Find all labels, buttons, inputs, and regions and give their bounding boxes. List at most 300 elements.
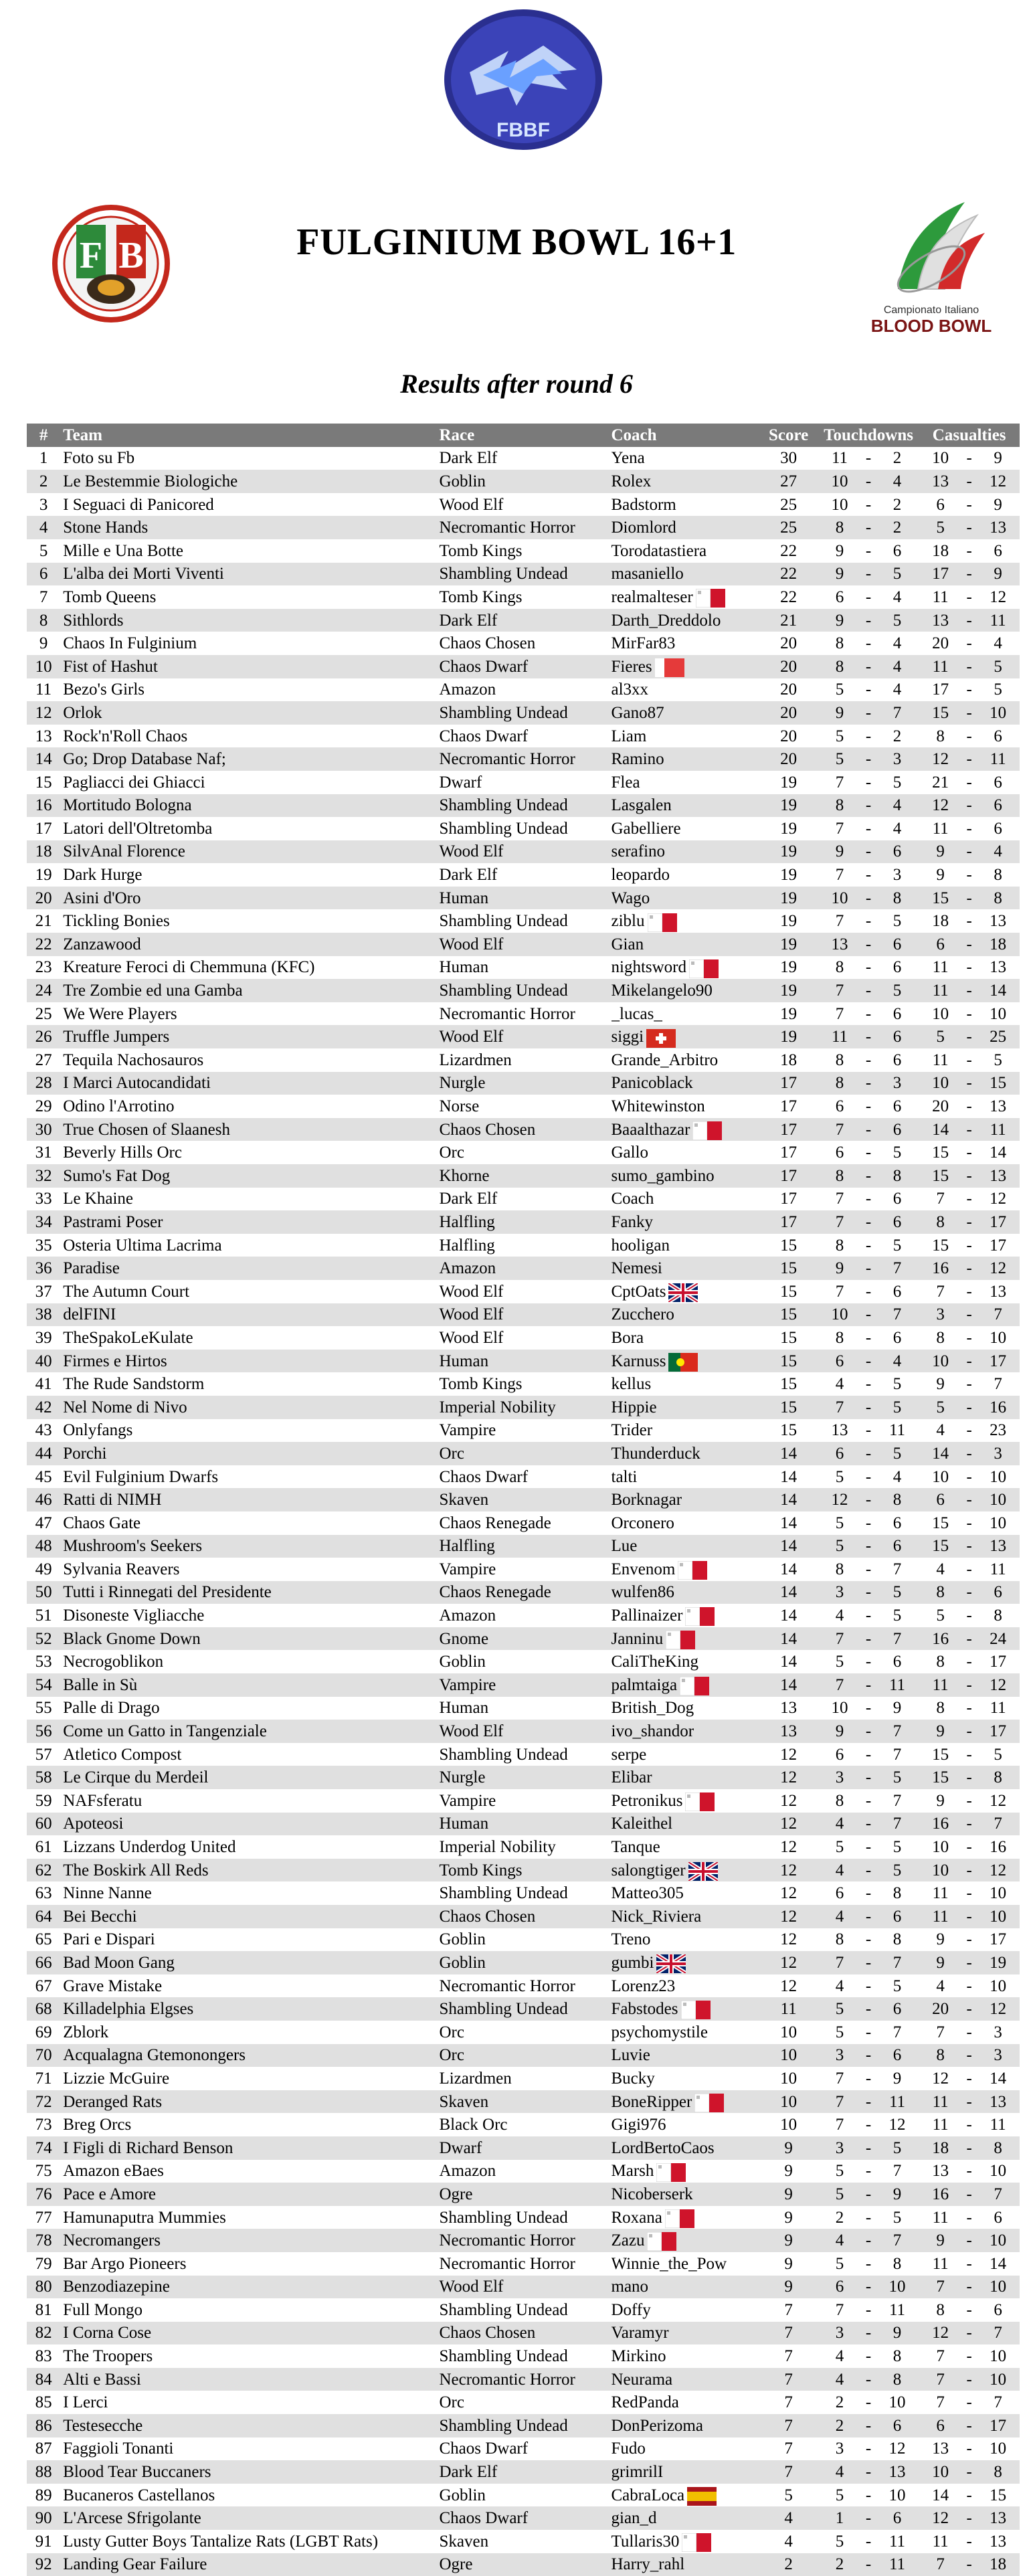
td-separator: - bbox=[865, 1884, 872, 1903]
row-coach-cell bbox=[612, 2391, 759, 2414]
row-race: Dark Elf bbox=[439, 1190, 498, 1208]
cas-against: 8 bbox=[994, 1768, 1002, 1787]
table-row bbox=[27, 539, 1020, 563]
row-team: Lizzans Underdog United bbox=[63, 1838, 236, 1857]
row-casualties bbox=[919, 1535, 1020, 1558]
td-for: 7 bbox=[835, 1120, 844, 1139]
row-team: Beverly Hills Orc bbox=[63, 1143, 182, 1162]
table-row bbox=[27, 1326, 1020, 1350]
row-rank: 26 bbox=[35, 1028, 52, 1046]
row-team: The Autumn Court bbox=[63, 1282, 190, 1301]
td-against: 4 bbox=[893, 680, 902, 699]
row-coach-cell bbox=[612, 1488, 759, 1511]
td-against: 4 bbox=[893, 472, 902, 490]
row-race: Khorne bbox=[439, 1166, 490, 1185]
cas-against: 15 bbox=[990, 2486, 1007, 2504]
table-row bbox=[27, 2437, 1020, 2461]
row-team: Bar Argo Pioneers bbox=[63, 2254, 187, 2273]
cas-for: 11 bbox=[932, 2208, 949, 2227]
cas-for: 8 bbox=[936, 727, 945, 745]
cas-against: 17 bbox=[990, 1236, 1007, 1255]
cas-separator: - bbox=[966, 2046, 972, 2065]
cas-for: 7 bbox=[936, 2278, 945, 2296]
cas-separator: - bbox=[966, 1375, 972, 1394]
row-race: Vampire bbox=[439, 1675, 496, 1694]
row-score: 14 bbox=[780, 1491, 797, 1509]
cas-against: 13 bbox=[990, 1166, 1007, 1185]
row-coach: Bora bbox=[611, 1328, 644, 1347]
td-for: 6 bbox=[835, 1143, 844, 1162]
cas-separator: - bbox=[966, 657, 972, 676]
row-casualties bbox=[919, 585, 1020, 609]
table-row bbox=[27, 2484, 1020, 2507]
row-coach-cell bbox=[612, 563, 759, 586]
row-coach: CaliTheKing bbox=[611, 1653, 699, 1671]
row-coach: Ramino bbox=[611, 750, 664, 769]
row-touchdowns bbox=[818, 1881, 919, 1905]
row-race: Imperial Nobility bbox=[439, 1838, 556, 1857]
td-against: 4 bbox=[893, 634, 902, 653]
cas-against: 12 bbox=[990, 587, 1007, 606]
row-coach-cell bbox=[612, 678, 759, 702]
td-separator: - bbox=[865, 1976, 872, 1995]
row-race: Chaos Dwarf bbox=[439, 727, 529, 745]
results-body bbox=[27, 447, 1020, 2576]
table-row bbox=[27, 2414, 1020, 2437]
row-race: Goblin bbox=[439, 1930, 486, 1949]
table-row bbox=[27, 2136, 1020, 2160]
td-against: 7 bbox=[893, 1629, 902, 1648]
table-row bbox=[27, 1095, 1020, 1118]
cas-against: 12 bbox=[990, 2000, 1007, 2019]
row-race: Orc bbox=[439, 2046, 464, 2065]
row-score: 15 bbox=[780, 1282, 797, 1301]
row-score: 17 bbox=[780, 1166, 797, 1185]
td-for: 13 bbox=[831, 935, 848, 953]
cas-for: 7 bbox=[936, 2023, 945, 2041]
row-race: Goblin bbox=[439, 1653, 486, 1671]
td-separator: - bbox=[865, 912, 872, 931]
cas-for: 14 bbox=[932, 2486, 949, 2504]
cas-against: 17 bbox=[990, 1930, 1007, 1949]
cas-for: 16 bbox=[932, 2185, 949, 2203]
td-separator: - bbox=[865, 1815, 872, 1833]
row-rank: 44 bbox=[35, 1444, 52, 1463]
table-row bbox=[27, 1188, 1020, 1211]
cas-separator: - bbox=[966, 2116, 972, 2134]
cas-against: 3 bbox=[994, 2046, 1002, 2065]
row-coach: Gian bbox=[611, 935, 644, 953]
td-separator: - bbox=[865, 2046, 872, 2065]
row-rank: 49 bbox=[35, 1560, 52, 1578]
cas-against: 10 bbox=[990, 1884, 1007, 1903]
row-rank: 64 bbox=[35, 1907, 52, 1926]
table-row bbox=[27, 2506, 1020, 2530]
td-separator: - bbox=[865, 1467, 872, 1486]
row-coach: Borknagar bbox=[611, 1491, 682, 1509]
table-row bbox=[27, 2021, 1020, 2044]
cas-separator: - bbox=[966, 1352, 972, 1370]
row-team: Odino l'Arrotino bbox=[63, 1097, 175, 1116]
header-rank: # bbox=[39, 426, 48, 444]
row-rank: 50 bbox=[35, 1583, 52, 1602]
row-coach-cell bbox=[612, 1720, 759, 1743]
row-race: Amazon bbox=[439, 1606, 496, 1625]
cas-against: 23 bbox=[990, 1421, 1007, 1440]
td-separator: - bbox=[865, 2509, 872, 2528]
row-coach: Diomlord bbox=[611, 519, 676, 537]
td-separator: - bbox=[865, 1236, 872, 1255]
row-coach-cell bbox=[612, 1326, 759, 1350]
cas-for: 15 bbox=[932, 1236, 949, 1255]
cas-separator: - bbox=[966, 819, 972, 838]
fbbf-logo-text: FBBF bbox=[496, 119, 550, 141]
cas-for: 8 bbox=[936, 2300, 945, 2319]
td-separator: - bbox=[865, 1212, 872, 1231]
row-rank: 63 bbox=[35, 1884, 52, 1903]
row-score: 19 bbox=[780, 796, 797, 815]
row-casualties bbox=[919, 1188, 1020, 1211]
row-casualties bbox=[919, 1581, 1020, 1604]
td-for: 7 bbox=[835, 2092, 844, 2111]
row-touchdowns bbox=[818, 2044, 919, 2067]
cas-for: 13 bbox=[932, 472, 949, 490]
cas-for: 10 bbox=[932, 1074, 949, 1093]
cas-for: 10 bbox=[932, 2463, 949, 2482]
row-score: 15 bbox=[780, 1398, 797, 1416]
row-team: Tomb Queens bbox=[63, 587, 157, 606]
td-separator: - bbox=[865, 2347, 872, 2366]
cas-separator: - bbox=[966, 935, 972, 953]
row-casualties bbox=[919, 1488, 1020, 1511]
cas-for: 11 bbox=[932, 1907, 949, 1926]
row-touchdowns bbox=[818, 447, 919, 470]
row-team: Landing Gear Failure bbox=[63, 2555, 207, 2574]
row-score: 18 bbox=[780, 1050, 797, 1069]
row-touchdowns bbox=[818, 2460, 919, 2484]
table-row bbox=[27, 585, 1020, 609]
table-row bbox=[27, 1396, 1020, 1419]
row-coach: palmtaiga bbox=[611, 1675, 678, 1694]
row-casualties bbox=[919, 1558, 1020, 1581]
cas-against: 12 bbox=[990, 472, 1007, 490]
table-row bbox=[27, 2206, 1020, 2229]
row-score: 7 bbox=[784, 2324, 793, 2342]
row-race: Shambling Undead bbox=[439, 2000, 568, 2019]
td-for: 9 bbox=[835, 541, 844, 560]
cas-for: 9 bbox=[936, 2231, 945, 2250]
row-race: Human bbox=[439, 1352, 489, 1370]
cas-separator: - bbox=[966, 1675, 972, 1694]
row-race: Shambling Undead bbox=[439, 2347, 568, 2366]
row-coach-cell bbox=[612, 1581, 759, 1604]
row-rank: 51 bbox=[35, 1606, 52, 1625]
row-touchdowns bbox=[818, 2368, 919, 2391]
cas-against: 10 bbox=[990, 1467, 1007, 1486]
table-row bbox=[27, 817, 1020, 840]
td-against: 10 bbox=[888, 2393, 906, 2412]
row-coach: Thunderduck bbox=[611, 1444, 700, 1463]
row-touchdowns bbox=[818, 840, 919, 864]
table-row bbox=[27, 2460, 1020, 2484]
row-race: Halfling bbox=[439, 1212, 495, 1231]
row-team: Kreature Feroci di Chemmuna (KFC) bbox=[63, 958, 315, 977]
td-against: 11 bbox=[888, 2532, 906, 2551]
row-coach: Pallinaizer bbox=[611, 1606, 683, 1625]
row-casualties bbox=[919, 1210, 1020, 1234]
malta-flag-icon bbox=[681, 2001, 711, 2019]
row-score: 12 bbox=[780, 1791, 797, 1810]
td-for: 7 bbox=[835, 1190, 844, 1208]
row-rank: 38 bbox=[35, 1305, 52, 1324]
row-race: Nurgle bbox=[439, 1074, 486, 1093]
td-against: 8 bbox=[893, 1166, 902, 1185]
row-casualties bbox=[919, 516, 1020, 539]
row-race: Tomb Kings bbox=[439, 541, 523, 560]
cas-against: 16 bbox=[990, 1838, 1007, 1857]
row-score: 20 bbox=[780, 680, 797, 699]
row-team: Zblork bbox=[63, 2023, 109, 2041]
row-rank: 62 bbox=[35, 1861, 52, 1879]
cas-separator: - bbox=[966, 1259, 972, 1278]
row-race: Necromantic Horror bbox=[439, 750, 575, 769]
td-separator: - bbox=[865, 2532, 872, 2551]
row-team: True Chosen of Slaanesh bbox=[63, 1120, 230, 1139]
row-casualties bbox=[919, 447, 1020, 470]
row-casualties bbox=[919, 1350, 1020, 1373]
row-coach-cell bbox=[612, 493, 759, 517]
row-touchdowns bbox=[818, 956, 919, 980]
cas-for: 9 bbox=[936, 1791, 945, 1810]
row-team: I Seguaci di Panicored bbox=[63, 495, 214, 514]
row-score: 9 bbox=[784, 2278, 793, 2296]
row-coach-cell bbox=[612, 1835, 759, 1859]
row-coach: serafino bbox=[611, 842, 666, 861]
row-score: 12 bbox=[780, 1838, 797, 1857]
row-team: Zanzawood bbox=[63, 935, 141, 953]
cas-for: 5 bbox=[936, 1398, 945, 1416]
table-row bbox=[27, 1025, 1020, 1048]
row-touchdowns bbox=[818, 516, 919, 539]
cas-for: 18 bbox=[932, 912, 949, 931]
row-rank: 31 bbox=[35, 1143, 52, 1162]
row-touchdowns bbox=[818, 585, 919, 609]
cas-for: 8 bbox=[936, 1653, 945, 1671]
row-coach-cell bbox=[612, 1881, 759, 1905]
row-touchdowns bbox=[818, 2530, 919, 2553]
row-touchdowns bbox=[818, 979, 919, 1002]
row-casualties bbox=[919, 2206, 1020, 2229]
td-for: 2 bbox=[835, 2416, 844, 2435]
row-coach: realmalteser bbox=[611, 587, 693, 606]
table-row bbox=[27, 701, 1020, 725]
table-row bbox=[27, 1627, 1020, 1651]
malta-flag-icon bbox=[647, 2232, 676, 2251]
row-coach: grimrilI bbox=[611, 2463, 664, 2482]
row-coach: Rolex bbox=[611, 472, 652, 490]
td-for: 7 bbox=[835, 1675, 844, 1694]
cas-against: 12 bbox=[990, 1861, 1007, 1879]
row-rank: 83 bbox=[35, 2347, 52, 2366]
table-row bbox=[27, 1350, 1020, 1373]
row-coach: Nick_Riviera bbox=[611, 1907, 702, 1926]
td-separator: - bbox=[865, 1791, 872, 1810]
td-against: 5 bbox=[893, 2138, 902, 2157]
cas-for: 11 bbox=[932, 819, 949, 838]
td-separator: - bbox=[865, 1028, 872, 1046]
row-race: Gnome bbox=[439, 1629, 489, 1648]
td-for: 4 bbox=[835, 1375, 844, 1394]
cas-against: 24 bbox=[990, 1629, 1007, 1648]
td-separator: - bbox=[865, 449, 872, 468]
cas-separator: - bbox=[966, 2138, 972, 2157]
row-coach-cell bbox=[612, 1905, 759, 1928]
row-casualties bbox=[919, 817, 1020, 840]
td-against: 5 bbox=[893, 1838, 902, 1857]
row-coach-cell bbox=[612, 447, 759, 470]
table-row bbox=[27, 2553, 1020, 2576]
td-separator: - bbox=[865, 1513, 872, 1532]
row-team: Bad Moon Gang bbox=[63, 1953, 175, 1972]
row-coach: Gigi976 bbox=[611, 2116, 666, 2134]
row-rank: 58 bbox=[35, 1768, 52, 1787]
switzerland-flag-icon bbox=[646, 1029, 676, 1048]
row-touchdowns bbox=[818, 1859, 919, 1882]
row-race: Necromantic Horror bbox=[439, 519, 575, 537]
row-coach: hooligan bbox=[611, 1236, 670, 1255]
row-rank: 76 bbox=[35, 2185, 52, 2203]
cas-against: 6 bbox=[994, 2300, 1002, 2319]
row-score: 9 bbox=[784, 2231, 793, 2250]
td-against: 4 bbox=[893, 587, 902, 606]
td-against: 9 bbox=[893, 2069, 902, 2088]
td-separator: - bbox=[865, 796, 872, 815]
td-for: 3 bbox=[835, 2046, 844, 2065]
cas-separator: - bbox=[966, 1884, 972, 1903]
table-row bbox=[27, 1974, 1020, 1998]
cas-for: 15 bbox=[932, 1745, 949, 1764]
row-team: delFINI bbox=[63, 1305, 116, 1324]
row-team: We Were Players bbox=[63, 1004, 177, 1023]
row-score: 7 bbox=[784, 2440, 793, 2458]
row-coach-cell bbox=[612, 1396, 759, 1419]
td-for: 6 bbox=[835, 1097, 844, 1116]
row-rank: 2 bbox=[39, 472, 48, 490]
row-coach: Panicoblack bbox=[611, 1074, 693, 1093]
row-score: 12 bbox=[780, 1768, 797, 1787]
row-touchdowns bbox=[818, 771, 919, 794]
td-against: 6 bbox=[893, 1190, 902, 1208]
row-score: 20 bbox=[780, 634, 797, 653]
td-against: 11 bbox=[888, 2300, 906, 2319]
table-row bbox=[27, 840, 1020, 864]
cas-for: 10 bbox=[932, 1861, 949, 1879]
row-race: Dark Elf bbox=[439, 866, 498, 885]
table-row bbox=[27, 1673, 1020, 1697]
cas-for: 11 bbox=[932, 587, 949, 606]
td-separator: - bbox=[865, 2370, 872, 2389]
td-against: 6 bbox=[893, 541, 902, 560]
td-against: 8 bbox=[893, 1930, 902, 1949]
row-score: 25 bbox=[780, 495, 797, 514]
row-coach-cell bbox=[612, 1141, 759, 1164]
cas-for: 12 bbox=[932, 2069, 949, 2088]
cas-for: 14 bbox=[932, 1444, 949, 1463]
td-separator: - bbox=[865, 2069, 872, 2088]
row-coach: Kaleithel bbox=[611, 1815, 673, 1833]
row-score: 2 bbox=[784, 2555, 793, 2574]
row-team: Pastrami Poser bbox=[63, 1212, 163, 1231]
cas-separator: - bbox=[966, 2532, 972, 2551]
cas-for: 15 bbox=[932, 889, 949, 907]
cas-for: 12 bbox=[932, 750, 949, 769]
table-row bbox=[27, 1465, 1020, 1489]
row-race: Shambling Undead bbox=[439, 912, 568, 931]
cas-separator: - bbox=[966, 2300, 972, 2319]
row-casualties bbox=[919, 2136, 1020, 2160]
row-score: 25 bbox=[780, 519, 797, 537]
td-against: 8 bbox=[893, 889, 902, 907]
cas-separator: - bbox=[966, 1305, 972, 1324]
row-score: 19 bbox=[780, 842, 797, 861]
row-touchdowns bbox=[818, 1789, 919, 1813]
row-team: Tutti i Rinnegati del Presidente bbox=[63, 1583, 272, 1602]
td-separator: - bbox=[865, 2555, 872, 2574]
row-team: Grave Mistake bbox=[63, 1976, 163, 1995]
row-rank: 47 bbox=[35, 1513, 52, 1532]
row-race: Shambling Undead bbox=[439, 2300, 568, 2319]
row-score: 19 bbox=[780, 819, 797, 838]
cas-separator: - bbox=[966, 2324, 972, 2342]
td-separator: - bbox=[865, 1838, 872, 1857]
cas-for: 11 bbox=[932, 2254, 949, 2273]
row-race: Shambling Undead bbox=[439, 982, 568, 1000]
td-against: 6 bbox=[893, 1328, 902, 1347]
row-team: Tickling Bonies bbox=[63, 912, 170, 931]
cas-against: 10 bbox=[990, 2440, 1007, 2458]
cas-for: 14 bbox=[932, 1120, 949, 1139]
row-race: Wood Elf bbox=[439, 935, 504, 953]
td-against: 8 bbox=[893, 2370, 902, 2389]
td-for: 7 bbox=[835, 1398, 844, 1416]
row-coach: Fieres bbox=[611, 657, 652, 676]
cas-separator: - bbox=[966, 1930, 972, 1949]
row-touchdowns bbox=[818, 2229, 919, 2252]
cas-separator: - bbox=[966, 1745, 972, 1764]
row-score: 7 bbox=[784, 2463, 793, 2482]
cas-for: 12 bbox=[932, 796, 949, 815]
td-for: 11 bbox=[831, 449, 848, 468]
td-for: 8 bbox=[835, 1074, 844, 1093]
cas-against: 11 bbox=[990, 2116, 1006, 2134]
td-for: 5 bbox=[835, 2185, 844, 2203]
cas-against: 8 bbox=[994, 866, 1002, 885]
row-score: 9 bbox=[784, 2208, 793, 2227]
page-title: FULGINIUM BOWL 16+1 bbox=[296, 221, 737, 263]
row-coach-cell bbox=[612, 701, 759, 725]
malta-flag-icon bbox=[694, 2094, 724, 2112]
row-coach: ziblu bbox=[611, 912, 645, 931]
row-team: Fist of Hashut bbox=[63, 657, 158, 676]
cas-for: 10 bbox=[932, 1004, 949, 1023]
td-for: 5 bbox=[835, 1838, 844, 1857]
cas-for: 18 bbox=[932, 541, 949, 560]
td-for: 6 bbox=[835, 1444, 844, 1463]
cas-separator: - bbox=[966, 1328, 972, 1347]
row-coach-cell bbox=[612, 1511, 759, 1535]
row-rank: 88 bbox=[35, 2463, 52, 2482]
td-against: 11 bbox=[888, 2092, 906, 2111]
